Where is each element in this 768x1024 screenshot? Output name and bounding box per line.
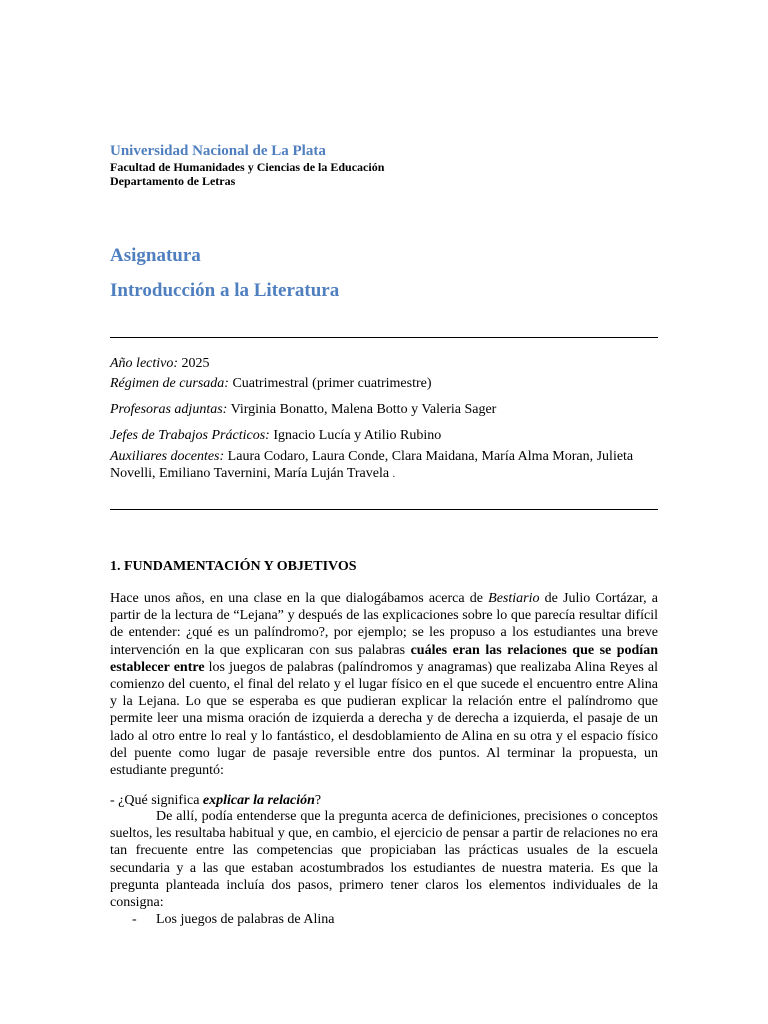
question-prefix: - ¿Qué significa	[110, 793, 203, 808]
meta-professors-value: Virginia Bonatto, Malena Botto y Valeria Sager	[230, 402, 497, 417]
meta-aux-end: .	[392, 469, 396, 480]
paragraph-1	[110, 590, 658, 779]
meta-regime-value: Cuatrimestral (primer cuatrimestre)	[232, 376, 432, 391]
meta-year	[110, 355, 658, 372]
meta-jtp-value: Ignacio Lucía y Atilio Rubino	[273, 428, 442, 443]
question-line	[110, 792, 658, 809]
meta-auxiliaries	[110, 448, 658, 483]
faculty-name: Facultad de Humanidades y Ciencias de la Educación	[110, 160, 385, 174]
p1-italic: Bestiario	[488, 591, 540, 606]
course-title: Introducción a la Literatura	[110, 280, 340, 301]
p1-bold: cuáles eran las relaciones que se podían establecer entre	[110, 642, 658, 675]
meta-regime-label: Régimen de cursada:	[110, 376, 229, 391]
department-name: Departamento de Letras	[110, 174, 236, 188]
meta-professors	[110, 401, 658, 418]
divider-bottom	[110, 509, 658, 510]
meta-jtp	[110, 427, 658, 444]
university-name: Universidad Nacional de La Plata	[110, 143, 326, 159]
meta-aux-label: Auxiliares docentes:	[110, 449, 225, 464]
p2-text: De allí, podía entenderse que la pregunta acerca de definiciones, precisiones o conceptos sueltos, les resultaba habitual y que, en cambio, el ejercicio de pensar a partir de relaciones no era tan frecuente entre las competencias que propiciaban las prácticas usuales de la escuela secundaria y a las que estaban acostumbrados los estudiantes de nuestra materia. Es que la pregunta planteada incluía dos pasos, primero tener claros los elementos individuales de la consigna:	[110, 809, 658, 911]
question-emphasis: explicar la relación	[202, 793, 315, 808]
p1-text-a: Hace unos años, en una clase en la que dialogábamos acerca de	[110, 591, 489, 606]
meta-jtp-label: Jefes de Trabajos Prácticos:	[110, 428, 270, 443]
list-bullet: -	[132, 912, 137, 927]
section-title: 1. FUNDAMENTACIÓN Y OBJETIVOS	[110, 559, 357, 574]
list-item-text: Los juegos de palabras de Alina	[156, 912, 335, 927]
meta-regime	[110, 375, 658, 392]
question-suffix: ?	[314, 793, 322, 808]
meta-year-value: 2025	[181, 356, 210, 371]
p1-text-b: de Julio Cortázar, a partir de la lectura de “Lejana” y después de las explicaciones sobre lo que parecía resultar difícil de entender: ¿qué es un palíndromo?, por ejemplo; se les propuso a los estudiantes una breve intervención en la que explicaran con sus palabras	[110, 591, 658, 658]
meta-year-label: Año lectivo:	[110, 356, 179, 371]
paragraph-2	[110, 808, 658, 911]
list-item	[110, 911, 658, 928]
divider-top	[110, 337, 658, 338]
subject-heading: Asignatura	[110, 245, 201, 266]
p1-text-c: los juegos de palabras (palíndromos y anagramas) que realizaba Alina Reyes al comienzo del cuento, el final del relato y el lugar físico en el que sucede el encuentro entre Alina y la Lejana. Lo que se esperaba es que pudieran explicar la relación entre el palíndromo que permite leer una misma oración de izquierda a derecha y de derecha a izquierda, el pasaje de un lado al otro entre lo real y lo fantástico, el desdoblamiento de Alina en su otra y el espacio físico del puente como lugar de pasaje reversible entre dos puntos. Al terminar la propuesta, un estudiante preguntó:	[110, 659, 658, 779]
meta-professors-label: Profesoras adjuntas:	[110, 402, 228, 417]
meta-aux-value: Laura Codaro, Laura Conde, Clara Maidana, María Alma Moran, Julieta Novelli, Emiliano Tavernini, María Luján Travela	[110, 449, 634, 481]
